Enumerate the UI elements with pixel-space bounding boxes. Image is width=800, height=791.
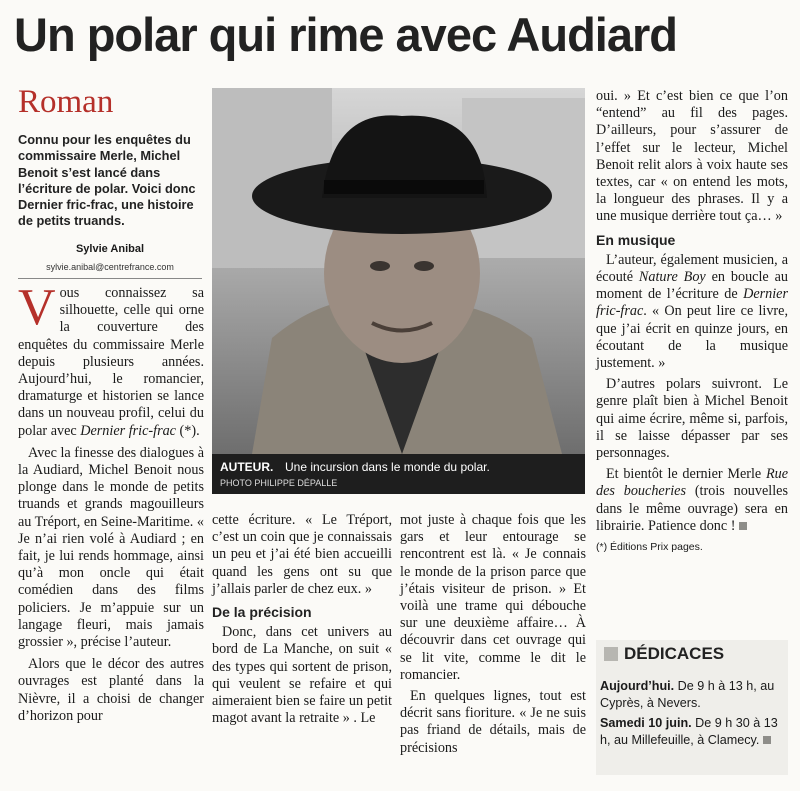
paragraph: L’auteur, également musicien, a écouté Nature Boy en boucle au moment de l’écriture de Dernier fric-frac. « On peut lire ce livre, que j’ai écrit en quinze jours, en écoutant de la musique justement. » — [596, 251, 788, 372]
dedicace-entry: Aujourd’hui. De 9 h à 13 h, au Cyprès, à Nevers. — [600, 679, 775, 710]
photo-credit: PHOTO PHILIPPE DÉPALLE — [220, 478, 338, 488]
headline: Un polar qui rime avec Audiard — [14, 8, 677, 61]
dedicaces-title: DÉDICACES — [604, 644, 724, 664]
drop-cap: V — [18, 279, 56, 336]
dedicaces-list — [600, 678, 784, 752]
end-mark-icon — [763, 736, 771, 744]
dedicaces-box — [596, 640, 788, 775]
rubric: Roman — [18, 84, 114, 120]
subheading: De la précision — [212, 604, 312, 621]
paragraph: cette écriture. « Le Tréport, c’est un coin que je connaissais un peu et j’ai été bien accueilli quand les gens ont su que j’allais parler de chez eux. » — [212, 512, 392, 597]
lead-paragraph: Connu pour les enquêtes du commissaire Merle, Michel Benoit s’est lancé dans l’écriture de polar. Voici donc Dernier fric-frac, une histoire de petits truands. — [18, 132, 196, 229]
dedicace-entry: Samedi 10 juin. De 9 h 30 à 13 h, au Millefeuille, à Clamecy. — [600, 716, 778, 747]
author-email[interactable]: sylvie.anibal@centrefrance.com — [46, 262, 174, 272]
footnote: (*) Éditions Prix pages. — [596, 541, 703, 554]
author-photo — [212, 88, 585, 454]
paragraph: En quelques lignes, tout est décrit sans fioriture. « Je ne suis pas friand de détails, mais de précisions — [400, 688, 586, 756]
caption-text: Une incursion dans le monde du polar. — [285, 460, 490, 474]
paragraph: Avec la finesse des dialogues à la Audiard, Michel Benoit nous plonge dans le monde de petits truands et grands magouilleurs au Tréport, en Seine-Maritime. « Je n’ai rien volé à Audiard ; en fait, je lui rends hommage, ainsi qu’à mon oncle qui était comédien dans des films policiers. Je m’appuie sur un langage fleuri, mais jamais grossier », précise l’auteur. — [18, 444, 204, 651]
paragraph: Vous connaissez sa silhouette, celle qui orne la couverture des enquêtes du commissaire Merle depuis plusieurs années. Aujourd’hui, le romancier, dramaturge et historien se lance dans un nouveau profil, celui du polar avec Dernier fric-frac (*). — [18, 279, 204, 439]
article-column-1 — [18, 279, 204, 730]
author-byline: Sylvie Anibal — [75, 243, 145, 255]
paragraph: mot juste à chaque fois que les gars et leur entourage se rencontrent est là. « Je connais le monde de la prison parce que j’étais visiteur de prison. » Et voilà une trame qui débouche sur une deuxième affaire… À découvrir dans cet ouvrage qui se lit vite, comme le dit le romancier. — [400, 512, 586, 683]
end-mark-icon — [739, 522, 747, 530]
square-bullet-icon — [604, 647, 618, 661]
paragraph: Donc, dans cet univers au bord de La Manche, on suit « des types qui sortent de prison, qui veulent se refaire et qui aimeraient bien se faire un petit magot avant la retraite » . Le — [212, 624, 392, 727]
photo-caption — [212, 454, 585, 494]
article-column-3 — [400, 512, 586, 761]
paragraph: D’autres polars suivront. Le genre plaît bien à Michel Benoit qui aime écrire, même si, parfois, il se laisse dépasser par ses personnages. — [596, 376, 788, 462]
paragraph: Et bientôt le dernier Merle Rue des boucheries (trois nouvelles dans le même ouvrage) sera en librairie. Patience donc ! — [596, 466, 788, 534]
photo-illustration — [212, 88, 585, 454]
article-column-4 — [596, 88, 788, 556]
caption-label: AUTEUR. — [220, 460, 274, 474]
paragraph: oui. » Et c’est bien ce que l’on “entend” au fil des pages. D’ailleurs, pour s’assurer de l’effet sur le lecteur, Michel Benoit relit alors à voix haute ses textes, car « on entend les mots, la longueur des phrases. Il y a une musique derrière tout ça… » — [596, 88, 788, 225]
paragraph: Alors que le décor des autres ouvrages est planté dans la Nièvre, il a choisi de changer d’horizon pour — [18, 656, 204, 724]
subheading: En musique — [596, 231, 676, 248]
article-column-2 — [212, 512, 392, 731]
